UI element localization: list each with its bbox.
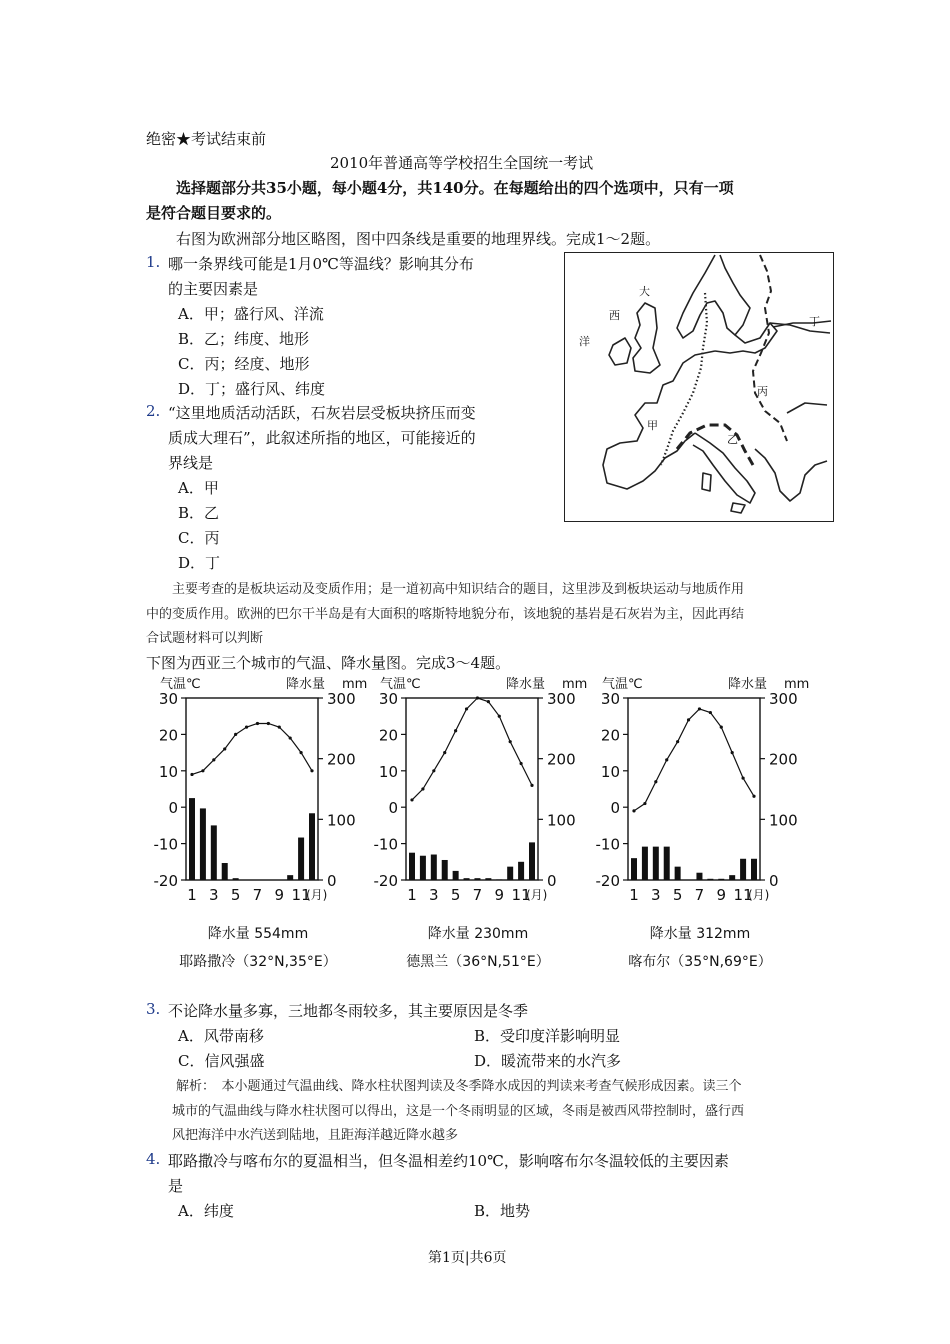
temp-tick-label: 20 bbox=[158, 726, 178, 745]
precip-tick-label: 100 bbox=[327, 811, 356, 830]
precip-bar bbox=[718, 879, 724, 880]
temperature-point bbox=[509, 740, 512, 743]
temperature-point bbox=[465, 707, 468, 710]
precip-axis-unit: mm bbox=[562, 677, 588, 692]
option-a: A．甲 bbox=[178, 479, 219, 497]
temp-axis-title: 气温℃ bbox=[602, 677, 643, 692]
climate-chart-svg bbox=[146, 674, 371, 974]
month-tick-label: 1 bbox=[407, 886, 417, 904]
option-a: A．风带南移 bbox=[178, 1027, 264, 1045]
temp-axis-title: 气温℃ bbox=[160, 677, 201, 692]
analysis-note-1-line2: 中的变质作用。欧洲的巴尔干半岛是有大面积的喀斯特地貌分布，该地貌的基岩是石灰岩为主，因此再结 bbox=[146, 607, 745, 622]
temp-tick-label: 20 bbox=[378, 726, 398, 745]
temperature-point bbox=[476, 696, 479, 699]
analysis-note-2-line1: 解析： 本小题通过气温曲线、降水柱状图判读及冬季降水成因的判读来考查气候形成因素。读三个 bbox=[176, 1079, 742, 1094]
precip-bar bbox=[409, 853, 415, 880]
temp-tick-label: -10 bbox=[153, 835, 178, 854]
precip-tick-label: 0 bbox=[327, 872, 337, 890]
temperature-point bbox=[498, 715, 501, 718]
map-label-bing: 丙 bbox=[757, 385, 768, 398]
temperature-point bbox=[687, 718, 690, 721]
europe-map bbox=[564, 252, 834, 522]
option-b: B．受印度洋影响明显 bbox=[474, 1027, 621, 1045]
climate-chart-tehran bbox=[366, 674, 591, 974]
map-label-da: 大 bbox=[639, 285, 650, 298]
month-tick-label: 1 bbox=[187, 886, 197, 904]
intro-map: 右图为欧洲部分地区略图，图中四条线是重要的地理界线。完成1～2题。 bbox=[176, 230, 661, 248]
precip-tick-label: 300 bbox=[327, 690, 356, 708]
precip-bar bbox=[287, 875, 293, 880]
precip-bar bbox=[200, 808, 206, 880]
option-b: B．乙 bbox=[178, 504, 220, 522]
precip-bar bbox=[653, 847, 659, 880]
option-b: B．乙；纬度、地形 bbox=[178, 330, 310, 348]
intro-climate: 下图为西亚三个城市的气温、降水量图。完成3～4题。 bbox=[146, 654, 511, 672]
temperature-point bbox=[289, 736, 292, 739]
boundary-jia bbox=[661, 293, 707, 465]
question-stem-line2: 是 bbox=[168, 1177, 184, 1195]
month-axis-unit: (月) bbox=[306, 888, 328, 902]
temp-tick-label: -10 bbox=[595, 835, 620, 854]
precip-bar bbox=[233, 878, 239, 880]
option-b: B．地势 bbox=[474, 1202, 531, 1220]
temperature-point bbox=[676, 740, 679, 743]
precip-bar bbox=[729, 875, 735, 880]
question-stem-line3: 界线是 bbox=[168, 454, 214, 472]
boundary-bing bbox=[753, 255, 787, 441]
map-drawing bbox=[565, 253, 832, 520]
temperature-point bbox=[299, 751, 302, 754]
precip-tick-label: 300 bbox=[769, 690, 798, 708]
precip-bar bbox=[453, 871, 459, 880]
temperature-line bbox=[634, 709, 754, 811]
precip-tick-label: 100 bbox=[547, 811, 576, 830]
temperature-point bbox=[310, 769, 313, 772]
temp-tick-label: -10 bbox=[373, 835, 398, 854]
temp-tick-label: 30 bbox=[378, 690, 398, 708]
temperature-point bbox=[698, 707, 701, 710]
temperature-line bbox=[412, 698, 532, 800]
month-tick-label: 3 bbox=[429, 886, 439, 904]
temperature-point bbox=[741, 776, 744, 779]
temp-tick-label: 10 bbox=[158, 762, 178, 781]
option-d: D．丁 bbox=[178, 554, 221, 572]
option-a: A．甲；盛行风、洋流 bbox=[178, 305, 324, 323]
option-c: C．丙 bbox=[178, 529, 220, 547]
chart-caption-city: 德黑兰（36°N,51°E） bbox=[406, 954, 550, 970]
month-tick-label: 9 bbox=[716, 886, 727, 904]
precip-axis-title: 降水量 bbox=[728, 677, 768, 692]
temp-tick-label: 20 bbox=[600, 726, 620, 745]
precip-tick-label: 200 bbox=[327, 750, 356, 769]
precip-axis-unit: mm bbox=[342, 677, 368, 692]
plot-frame bbox=[406, 698, 538, 880]
month-axis-unit: (月) bbox=[526, 888, 548, 902]
month-tick-label: 1 bbox=[629, 886, 639, 904]
precip-axis-unit: mm bbox=[784, 677, 810, 692]
temperature-point bbox=[190, 773, 193, 776]
temperature-point bbox=[410, 798, 413, 801]
coastline-baltic bbox=[715, 323, 777, 353]
precip-bar bbox=[642, 847, 648, 880]
analysis-note-1-line3: 合试题材料可以判断 bbox=[146, 631, 264, 646]
precip-bar bbox=[664, 847, 670, 880]
month-tick-label: 11 bbox=[291, 886, 311, 904]
chart-caption-total: 降水量 230mm bbox=[427, 926, 529, 942]
temperature-point bbox=[519, 762, 522, 765]
precip-bar bbox=[474, 878, 480, 880]
temperature-point bbox=[443, 751, 446, 754]
analysis-note-2-line2: 城市的气温曲线与降水柱状图可以得出，这是一个冬雨明显的区域，冬雨是被西风带控制时，盛行西 bbox=[172, 1104, 745, 1119]
coastline-east bbox=[770, 323, 830, 333]
temperature-point bbox=[720, 726, 723, 729]
month-tick-label: 3 bbox=[651, 886, 661, 904]
precip-bar bbox=[707, 879, 713, 880]
precip-bar bbox=[464, 878, 470, 880]
chart-caption-city: 喀布尔（35°N,69°E） bbox=[628, 954, 772, 970]
month-tick-label: 5 bbox=[450, 886, 461, 904]
question-number: 4. bbox=[146, 1150, 161, 1168]
question-number: 3. bbox=[146, 1000, 161, 1018]
chart-caption-total: 降水量 554mm bbox=[207, 926, 309, 942]
temperature-point bbox=[212, 758, 215, 761]
temperature-point bbox=[267, 722, 270, 725]
chart-caption-city: 耶路撒冷（32°N,35°E） bbox=[179, 954, 337, 970]
temperature-point bbox=[201, 769, 204, 772]
temp-tick-label: -20 bbox=[595, 872, 620, 890]
climate-chart-kabul bbox=[588, 674, 813, 974]
precip-bar bbox=[631, 858, 637, 880]
analysis-note-2-line3: 风把海洋中水汽送到陆地，且距海洋越近降水越多 bbox=[172, 1128, 459, 1143]
temperature-point bbox=[234, 733, 237, 736]
temp-tick-label: -20 bbox=[153, 872, 178, 890]
chart-caption-total: 降水量 312mm bbox=[649, 926, 751, 942]
precip-tick-label: 200 bbox=[547, 750, 576, 769]
temp-tick-label: 10 bbox=[600, 762, 620, 781]
month-tick-label: 7 bbox=[252, 886, 263, 904]
precip-bar bbox=[740, 859, 746, 880]
exam-title: 2010年普通高等学校招生全国统一考试 bbox=[330, 154, 594, 172]
temperature-line bbox=[192, 723, 312, 774]
analysis-note-1-line1: 主要考查的是板块运动及变质作用；是一道初高中知识结合的题目，这里涉及到板块运动与地质作用 bbox=[172, 582, 745, 597]
coastline-balkans bbox=[755, 449, 827, 501]
month-tick-label: 7 bbox=[472, 886, 483, 904]
question-stem: 不论降水量多寡，三地都冬雨较多，其主要原因是冬季 bbox=[168, 1002, 529, 1020]
month-tick-label: 5 bbox=[230, 886, 241, 904]
precip-bar bbox=[309, 813, 315, 880]
temperature-point bbox=[731, 751, 734, 754]
temperature-point bbox=[643, 802, 646, 805]
question-stem-line1: 哪一条界线可能是1月0℃等温线？影响其分布 bbox=[168, 255, 474, 273]
precip-axis-title: 降水量 bbox=[506, 677, 546, 692]
precip-bar bbox=[222, 863, 228, 880]
temp-tick-label: 0 bbox=[388, 799, 398, 818]
month-tick-label: 9 bbox=[494, 886, 505, 904]
coastline-ireland bbox=[609, 338, 631, 365]
map-label-ding: 丁 bbox=[809, 315, 820, 328]
question-stem-line1: 耶路撒冷与喀布尔的夏温相当，但冬温相差约10℃，影响喀布尔冬温较低的主要因素 bbox=[168, 1152, 729, 1170]
climate-chart-svg bbox=[366, 674, 591, 974]
precip-bar bbox=[431, 855, 437, 880]
precip-bar bbox=[442, 860, 448, 880]
temperature-point bbox=[632, 809, 635, 812]
coastline-scandinavia bbox=[677, 255, 750, 338]
climate-chart-svg bbox=[588, 674, 813, 974]
temperature-point bbox=[665, 758, 668, 761]
option-d: D．暖流带来的水汽多 bbox=[474, 1052, 622, 1070]
temperature-point bbox=[752, 795, 755, 798]
temperature-point bbox=[223, 747, 226, 750]
temperature-point bbox=[530, 784, 533, 787]
precip-bar bbox=[518, 862, 524, 880]
month-tick-label: 3 bbox=[209, 886, 219, 904]
map-label-yi: 乙 bbox=[727, 433, 738, 446]
coastline-britain bbox=[633, 303, 660, 373]
option-c: C．丙；经度、地形 bbox=[178, 355, 310, 373]
boundary-yi bbox=[677, 425, 753, 465]
page-footer: 第1页|共6页 bbox=[428, 1250, 507, 1266]
precip-bar bbox=[751, 859, 757, 880]
secret-label: 绝密★考试结束前 bbox=[146, 130, 267, 148]
coastline-italy bbox=[693, 433, 755, 503]
precip-bar bbox=[211, 825, 217, 880]
temperature-point bbox=[432, 769, 435, 772]
instructions-line2: 是符合题目要求的。 bbox=[146, 204, 282, 222]
temp-tick-label: 30 bbox=[600, 690, 620, 708]
question-stem-line2: 的主要因素是 bbox=[168, 280, 259, 298]
precip-bar bbox=[696, 873, 702, 880]
question-number: 1. bbox=[146, 253, 161, 271]
temp-tick-label: 30 bbox=[158, 690, 178, 708]
precip-bar bbox=[189, 798, 195, 880]
precip-bar bbox=[529, 842, 535, 880]
precip-bar bbox=[420, 856, 426, 880]
question-stem-line2: 质成大理石”，此叙述所指的地区，可能接近的 bbox=[168, 429, 476, 447]
question-stem-line1: “这里地质活动活跃，石灰岩层受板块挤压而变 bbox=[168, 404, 476, 422]
temperature-point bbox=[709, 711, 712, 714]
temp-tick-label: -20 bbox=[373, 872, 398, 890]
island-sardinia bbox=[702, 473, 711, 491]
precip-bar bbox=[675, 867, 681, 880]
temp-tick-label: 0 bbox=[610, 799, 620, 818]
temp-tick-label: 0 bbox=[168, 799, 178, 818]
temperature-point bbox=[654, 780, 657, 783]
month-axis-unit: (月) bbox=[748, 888, 770, 902]
option-c: C．信风强盛 bbox=[178, 1052, 265, 1070]
map-label-yang: 洋 bbox=[579, 335, 590, 348]
temperature-point bbox=[256, 722, 259, 725]
precip-tick-label: 100 bbox=[769, 811, 798, 830]
precip-bar bbox=[298, 838, 304, 880]
temp-axis-title: 气温℃ bbox=[380, 677, 421, 692]
precip-tick-label: 200 bbox=[769, 750, 798, 769]
temperature-point bbox=[454, 729, 457, 732]
precip-tick-label: 300 bbox=[547, 690, 576, 708]
month-tick-label: 11 bbox=[733, 886, 753, 904]
month-tick-label: 7 bbox=[694, 886, 705, 904]
option-a: A．纬度 bbox=[178, 1202, 234, 1220]
temperature-point bbox=[487, 700, 490, 703]
temperature-point bbox=[421, 787, 424, 790]
question-number: 2. bbox=[146, 402, 161, 420]
map-label-xi: 西 bbox=[609, 309, 620, 322]
temperature-point bbox=[245, 726, 248, 729]
month-tick-label: 11 bbox=[511, 886, 531, 904]
coastline-mainland bbox=[603, 351, 715, 489]
month-tick-label: 5 bbox=[672, 886, 683, 904]
precip-bar bbox=[485, 878, 491, 880]
option-d: D．丁；盛行风、纬度 bbox=[178, 380, 326, 398]
precip-bar bbox=[507, 867, 513, 880]
climate-chart-jerusalem bbox=[146, 674, 371, 974]
precip-tick-label: 0 bbox=[769, 872, 779, 890]
precip-tick-label: 0 bbox=[547, 872, 557, 890]
instructions-line1: 选择题部分共35小题，每小题4分，共140分。在每题给出的四个选项中，只有一项 bbox=[176, 179, 734, 197]
month-tick-label: 9 bbox=[274, 886, 285, 904]
precip-bar bbox=[496, 879, 502, 880]
island-sicily bbox=[731, 503, 745, 513]
precip-axis-title: 降水量 bbox=[286, 677, 326, 692]
temperature-point bbox=[278, 726, 281, 729]
map-label-jia: 甲 bbox=[647, 419, 658, 432]
coastline-black-sea bbox=[787, 403, 827, 413]
temp-tick-label: 10 bbox=[378, 762, 398, 781]
